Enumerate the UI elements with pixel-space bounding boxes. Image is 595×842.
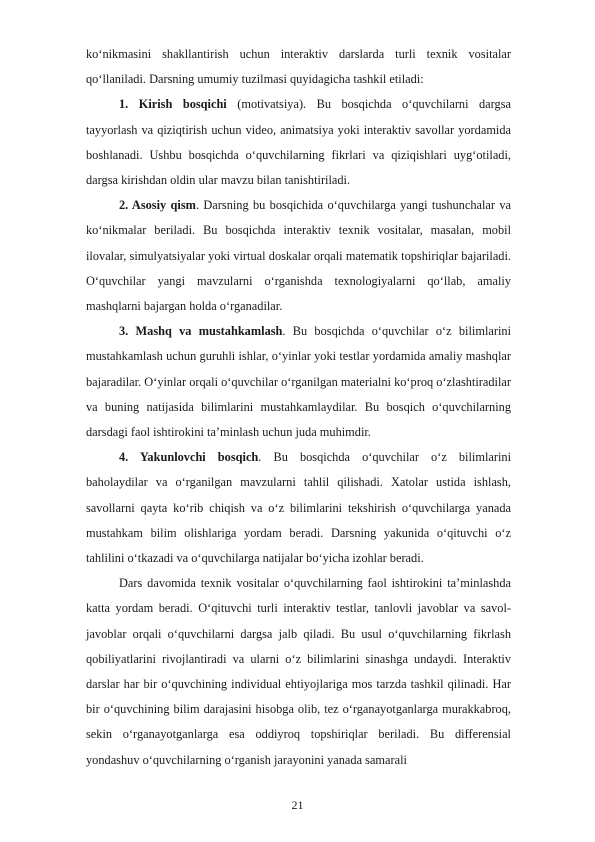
paragraph-lead: 4. Yakunlovchi bosqich <box>119 450 259 465</box>
paragraph-stage-1 <box>86 92 511 193</box>
paragraph-stage-3 <box>86 319 511 445</box>
paragraph-text: . Darsning bu bosqichida o‘quvchilarga yangi tushunchalar va ko‘nikmalar beriladi. Bu bosqichda interaktiv texnik vositalar, masalan, mobil ilovalar, simulyatsiyalar yoki virtual doskalar orqali matematik topshiriqlar bajariladi. O‘quvchilar yangi mavzularni o‘rganishda texnologiyalarni qo‘llab, amaliy mashqlarni bajargan holda o‘rganadilar. <box>86 198 511 314</box>
paragraph-intro <box>86 42 511 92</box>
paragraph-lead: 3. Mashq va mustahkamlash <box>119 324 283 339</box>
paragraph-text: . Bu bosqichda o‘quvchilar o‘z bilimlarini mustahkamlash uchun guruhli ishlar, o‘yinlar yoki testlar yordamida amaliy mashqlar bajaradilar. O‘yinlar orqali o‘quvchilar o‘rganilgan materialni ko‘proq o‘zlashtiradilar va buning natijasida bilimlarini mustahkamlaydilar. Bu bosqich o‘quvchilarning darsdagi faol ishtirokini ta’minlash uchun juda muhimdir. <box>86 324 512 440</box>
paragraph-text: . Bu bosqichda o‘quvchilar o‘z bilimlarini baholaydilar va o‘rganilgan mavzularni tahlil qilishadi. Xatolar ustida ishlash, savollarni qayta ko‘rib chiqish va o‘z bilimlarini tekshirish o‘quvchilarga yanada mustahkam bilim olishlariga yordam beradi. Darsning yakunida o‘qituvchi o‘z tahlilini o‘tkazadi va o‘quvchilarga natijalar bo‘yicha izohlar beradi. <box>86 450 511 566</box>
paragraph-text: ko‘nikmasini shakllantirish uchun interaktiv darslarda turli texnik vositalar qo‘llaniladi. Darsning umumiy tuzilmasi quyidagicha tashkil etiladi: <box>86 47 511 87</box>
paragraph-stage-2 <box>86 193 511 319</box>
document-page <box>86 42 511 773</box>
paragraph-text: (motivatsiya). Bu bosqichda o‘quvchilarni dargsa tayyorlash va qiziqtirish uchun video, animatsiya yoki interaktiv savollar yordamida boshlanadi. Ushbu bosqichda o‘quvchilarning fikrlari va qiziqishlari uyg‘otiladi, dargsa kirishdan oldin ular mavzu bilan tanishtiriladi. <box>86 97 512 188</box>
page-number: 21 <box>291 798 304 812</box>
paragraph-lead: 2. Asosiy qism <box>119 198 196 213</box>
paragraph-text: Dars davomida texnik vositalar o‘quvchilarning faol ishtirokini ta’minlashda katta yordam beradi. O‘qituvchi turli interaktiv testlar, tanlovli javoblar va savol-javoblar orqali o‘quvchilarni dargsa jalb qiladi. Bu usul o‘quvchilarning fikrlash qobiliyatlarini rivojlantiradi va ularni o‘z bilimlarini sinashga undaydi. Interaktiv darslar har bir o‘quvchining individual ehtiyojlariga mos tarzda tashkil qilinadi. Har bir o‘quvchining bilim darajasini hisobga olib, tez o‘rganayotganlarga murakkabroq, sekin o‘rganayotganlarga esa oddiyroq topshiriqlar beriladi. Bu differensial yondashuv o‘quvchilarning o‘rganish jarayonini yanada samarali <box>86 576 511 767</box>
paragraph-stage-4 <box>86 445 511 571</box>
paragraph-lead: 1. Kirish bosqichi <box>119 97 227 112</box>
paragraph-conclusion <box>86 571 511 773</box>
